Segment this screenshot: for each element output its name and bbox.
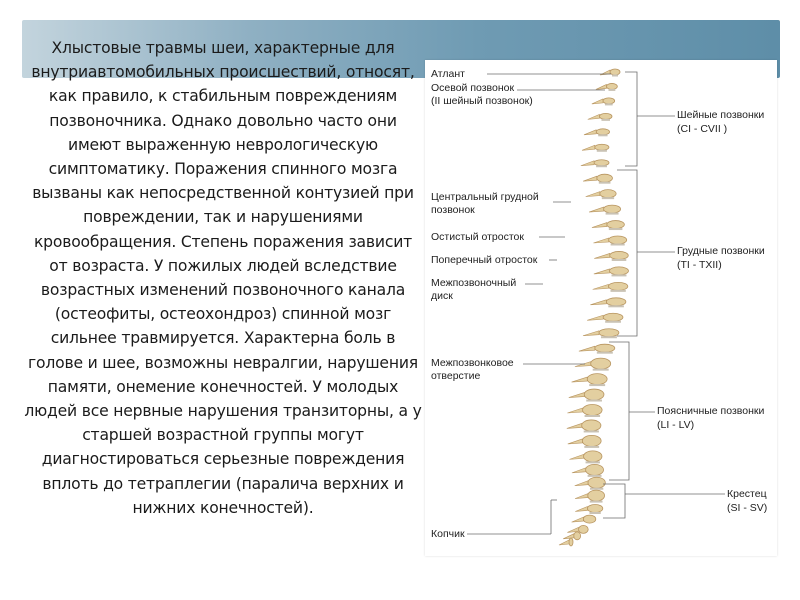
vertebra-body — [599, 329, 619, 337]
spinous-process — [596, 84, 607, 89]
intervertebral-disc — [584, 446, 599, 448]
intervertebral-disc — [602, 197, 614, 199]
intervertebral-disc — [596, 165, 607, 167]
label-lumbar-2: (LI - LV) — [657, 419, 695, 431]
spinous-process — [584, 130, 596, 135]
spine-illustration — [559, 69, 628, 546]
vertebra-body — [608, 282, 627, 290]
vertebra-body — [594, 160, 609, 166]
vertebra-body — [603, 313, 623, 321]
vertebra-body — [604, 205, 621, 213]
vertebra-body — [609, 236, 627, 244]
intervertebral-disc — [589, 512, 600, 514]
spinous-process — [559, 540, 569, 545]
intervertebral-disc — [601, 119, 610, 121]
intervertebral-disc — [585, 415, 601, 417]
label-foramen-2: отверстие — [431, 370, 481, 382]
vertebra-body — [600, 190, 616, 198]
label-central-thoracic-2: позвонок — [431, 204, 475, 216]
vertebra-body — [603, 98, 615, 104]
vertebra-body — [569, 538, 573, 546]
spinous-process — [575, 494, 588, 499]
intervertebral-disc — [610, 290, 625, 292]
vertebra-body — [584, 389, 604, 400]
vertebra-body — [588, 490, 605, 501]
vertebra-body — [595, 344, 615, 352]
label-transverse-process: Поперечный отросток — [431, 254, 538, 266]
label-cervical-2: (CI - CVII ) — [677, 123, 728, 135]
spinous-process — [569, 454, 583, 459]
label-foramen-1: Межпозвонковое — [431, 357, 514, 369]
vertebra-body — [579, 525, 589, 533]
label-axis-1: Осевой позвонок — [431, 82, 515, 94]
intervertebral-disc — [598, 134, 607, 136]
intervertebral-disc — [588, 475, 602, 477]
vertebra-body — [606, 83, 617, 89]
vertebra-body — [606, 298, 626, 306]
vertebra-body — [599, 113, 612, 119]
intervertebral-disc — [590, 488, 603, 490]
label-disc-2: диск — [431, 290, 453, 302]
intervertebral-disc — [586, 461, 600, 463]
label-axis-2: (II шейный позвонок) — [431, 95, 533, 107]
spine-diagram — [425, 60, 777, 556]
vertebra-body — [610, 251, 629, 259]
intervertebral-disc — [599, 182, 611, 184]
vertebra-body — [582, 420, 601, 431]
spinous-process — [589, 207, 604, 212]
vertebra-body — [582, 435, 601, 446]
spinous-process — [575, 506, 587, 511]
spinous-process — [583, 331, 599, 336]
spinous-process — [572, 468, 586, 473]
vertebra-body — [587, 504, 602, 512]
spinous-process — [572, 377, 588, 382]
intervertebral-disc — [611, 244, 625, 246]
label-cervical-1: Шейные позвонки — [677, 109, 765, 121]
spinous-process — [567, 423, 582, 428]
vertebra-body — [591, 358, 611, 369]
vertebra-body — [587, 374, 607, 385]
spinous-process — [590, 300, 606, 305]
intervertebral-disc — [584, 430, 599, 432]
spinous-process — [569, 393, 584, 398]
label-thoracic-2: (TI - TXII) — [677, 259, 722, 271]
intervertebral-disc — [605, 103, 613, 105]
spinous-process — [567, 408, 582, 413]
intervertebral-disc — [606, 213, 619, 215]
vertebra-body — [583, 515, 595, 523]
vertebra-body — [586, 464, 604, 475]
spinous-process — [588, 114, 600, 119]
intervertebral-disc — [601, 336, 617, 338]
vertebra-body — [583, 405, 603, 416]
label-thoracic-1: Грудные позвонки — [677, 245, 765, 257]
label-disc-1: Межпозвоночный — [431, 277, 517, 289]
vertebra-body — [607, 221, 625, 229]
spinous-process — [581, 161, 594, 166]
vertebra-body — [574, 532, 581, 540]
spinous-process — [594, 269, 610, 274]
spinous-process — [579, 346, 595, 351]
intervertebral-disc — [586, 400, 602, 402]
spinous-process — [582, 145, 595, 150]
vertebra-body — [588, 477, 605, 488]
intervertebral-disc — [608, 305, 624, 307]
label-lumbar-1: Поясничные позвонки — [657, 405, 765, 417]
intervertebral-disc — [589, 384, 605, 386]
vertebra-body — [610, 267, 629, 275]
label-sacrum-1: Крестец — [727, 488, 767, 500]
intervertebral-disc — [597, 352, 613, 354]
intervertebral-disc — [605, 321, 621, 323]
label-spinous-process: Остистый отросток — [431, 231, 524, 243]
label-sacrum-2: (SI - SV) — [727, 502, 768, 514]
vertebra-body — [597, 174, 613, 182]
intervertebral-disc — [608, 89, 615, 91]
intervertebral-disc — [612, 274, 627, 276]
spinous-process — [568, 439, 583, 444]
spinous-process — [575, 481, 588, 486]
spinous-process — [583, 176, 597, 181]
intervertebral-disc — [612, 259, 627, 261]
spinous-process — [572, 517, 584, 522]
spinous-process — [592, 99, 603, 104]
spine-figure — [425, 60, 777, 556]
label-central-thoracic-1: Центральный грудной — [431, 191, 539, 203]
spinous-process — [592, 223, 607, 228]
vertebra-body — [596, 129, 609, 135]
intervertebral-disc — [597, 150, 607, 152]
vertebra-body — [610, 69, 620, 75]
spinous-process — [594, 253, 609, 258]
body-paragraph: Хлыстовые травмы шеи, характерные для внутриавтомобильных происшествий, относят, как правило, к стабильным повреждениям позвоночника. Однако довольно часто они имеют выраженную неврологическую симптоматику. Поражения спинного мозга вызваны как непосредственной контузией при повреждении, так и нарушениями кровообращения. Степень поражения зависит от возраста. У пожилых людей вследствие возрастных изменений позвоночного канала (остеофиты, остеохондроз) спинной мозг сильнее травмируется. Характерна боль в голове и шее, возможны невралгии, нарушения памяти, онемение конечностей. У молодых людей все нервные нарушения транзиторны, а у старшей возрастной группы могут диагностироваться серьезные повреждения вплоть до тетраплегии (паралича верхних и нижних конечностей). — [24, 39, 422, 517]
intervertebral-disc — [593, 369, 609, 371]
vertebra-body — [584, 451, 602, 462]
label-coccyx: Копчик — [431, 528, 465, 540]
spinous-process — [593, 284, 609, 289]
spinous-process — [587, 315, 603, 320]
vertebra-body — [595, 144, 609, 150]
spinous-process — [593, 238, 608, 243]
spinous-process — [586, 192, 600, 197]
intervertebral-disc — [609, 228, 623, 230]
intervertebral-disc — [590, 501, 603, 503]
label-atlas: Атлант — [431, 68, 465, 80]
intervertebral-disc — [612, 75, 618, 77]
